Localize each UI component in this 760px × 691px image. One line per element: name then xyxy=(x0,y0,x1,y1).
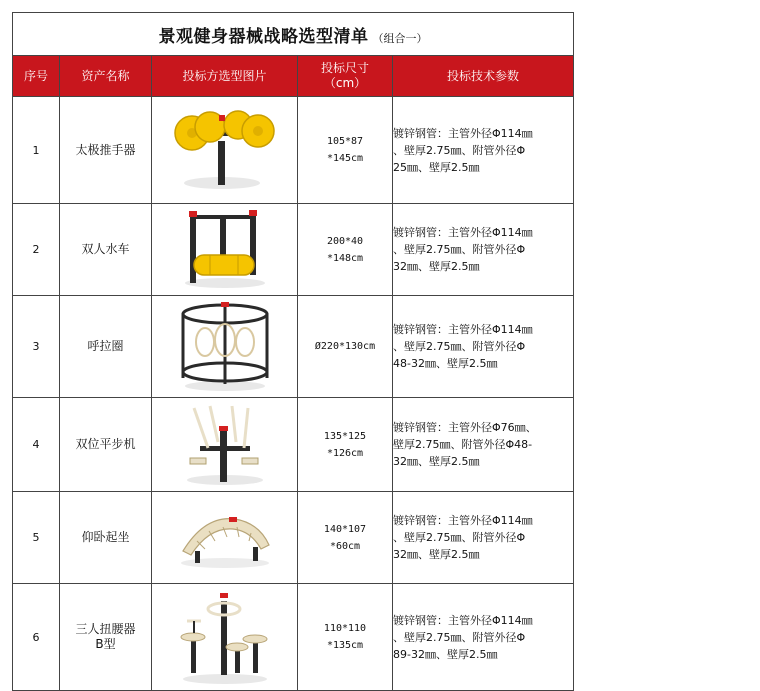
triple-waist-twister-image xyxy=(175,587,275,687)
row-spec-line1: 镀锌钢管：主管外径Φ114㎜ xyxy=(393,613,533,627)
row-no: 2 xyxy=(13,204,60,296)
header-no: 序号 xyxy=(13,56,60,97)
double-walker-image xyxy=(180,402,270,488)
row-spec-line2: 、壁厚2.75㎜、附管外径Φ xyxy=(393,531,526,544)
row-size-line1: 140*107 xyxy=(323,523,367,535)
row-name: 太极推手器 xyxy=(60,97,152,204)
row-spec-line3: 48-32㎜、壁厚2.5㎜ xyxy=(393,357,498,370)
header-image: 投标方选型图片 xyxy=(152,56,298,97)
table-row xyxy=(13,97,574,204)
row-spec-line3: 32㎜、壁厚2.5㎜ xyxy=(393,548,480,561)
row-spec-line1: 镀锌钢管：主管外径Φ76㎜、 xyxy=(393,421,537,434)
row-spec xyxy=(393,398,574,492)
header-size-line1: 投标尺寸 xyxy=(320,61,369,75)
row-spec-line2: 壁厚2.75㎜、附管外径Φ48- xyxy=(393,438,533,451)
table-title xyxy=(13,13,574,56)
row-image-cell xyxy=(152,97,298,204)
row-spec-line3: 32㎜、壁厚2.5㎜ xyxy=(393,260,480,273)
row-image-cell xyxy=(152,492,298,584)
row-size-line1: Ø220*130cm xyxy=(314,341,376,352)
row-size-line1: 105*87 xyxy=(326,136,364,147)
hula-hoop-image xyxy=(175,300,275,394)
row-spec-line2: 、壁厚2.75㎜、附管外径Φ xyxy=(393,143,526,157)
row-size-line1: 110*110 xyxy=(323,623,367,634)
row-image-cell xyxy=(152,398,298,492)
row-size xyxy=(298,398,393,492)
row-no: 5 xyxy=(13,492,60,584)
row-name xyxy=(60,584,152,691)
header-name: 资产名称 xyxy=(60,56,152,97)
row-image-cell xyxy=(152,584,298,691)
table-row xyxy=(13,584,574,691)
row-no: 1 xyxy=(13,97,60,204)
row-spec xyxy=(393,492,574,584)
row-spec xyxy=(393,97,574,204)
row-size xyxy=(298,97,393,204)
row-size xyxy=(298,584,393,691)
row-spec xyxy=(393,204,574,296)
row-size-line1: 135*125 xyxy=(323,430,367,442)
header-spec: 投标技术参数 xyxy=(393,56,574,97)
row-image-cell xyxy=(152,204,298,296)
row-name: 呼拉圈 xyxy=(60,296,152,398)
row-spec xyxy=(393,584,574,691)
row-size-line2: *60cm xyxy=(329,540,361,552)
row-spec-line1: 镀锌钢管：主管外径Φ114㎜ xyxy=(393,323,533,336)
row-size-line2: *145cm xyxy=(326,153,364,164)
row-spec-line2: 、壁厚2.75㎜、附管外径Φ xyxy=(393,630,526,644)
row-spec-line1: 镀锌钢管：主管外径Φ114㎜ xyxy=(393,126,533,140)
row-name-line2: B型 xyxy=(95,637,116,651)
row-size xyxy=(298,296,393,398)
row-spec-line3: 32㎜、壁厚2.5㎜ xyxy=(393,455,480,468)
table-row xyxy=(13,492,574,584)
row-name: 仰卧起坐 xyxy=(60,492,152,584)
row-size xyxy=(298,492,393,584)
row-name: 双位平步机 xyxy=(60,398,152,492)
double-water-wheel-image xyxy=(180,209,270,291)
row-no: 6 xyxy=(13,584,60,691)
table-row xyxy=(13,296,574,398)
row-name-line1: 三人扭腰器 xyxy=(75,622,136,636)
title-row xyxy=(13,13,574,56)
row-spec-line1: 镀锌钢管：主管外径Φ114㎜ xyxy=(393,226,533,239)
header-row xyxy=(13,56,574,97)
row-spec-line2: 、壁厚2.75㎜、附管外径Φ xyxy=(393,340,526,353)
header-size-line2: （cm） xyxy=(323,76,367,90)
row-spec-line1: 镀锌钢管：主管外径Φ114㎜ xyxy=(393,514,533,527)
row-no: 3 xyxy=(13,296,60,398)
row-spec-line3: 89-32㎜、壁厚2.5㎜ xyxy=(393,647,498,661)
row-size-line2: *126cm xyxy=(326,447,364,459)
table-row xyxy=(13,204,574,296)
row-name: 双人水车 xyxy=(60,204,152,296)
header-size xyxy=(298,56,393,97)
row-spec-line2: 、壁厚2.75㎜、附管外径Φ xyxy=(393,243,526,256)
row-size-line2: *135cm xyxy=(326,640,364,651)
sit-up-bench-image xyxy=(175,505,275,571)
tai-chi-pusher-image xyxy=(170,103,280,198)
title-sub: （组合一） xyxy=(372,31,428,45)
row-spec-line3: 25㎜、壁厚2.5㎜ xyxy=(393,160,480,174)
table-row xyxy=(13,398,574,492)
row-spec xyxy=(393,296,574,398)
row-size xyxy=(298,204,393,296)
title-main: 景观健身器械战略选型清单 xyxy=(158,26,369,47)
row-size-line1: 200*40 xyxy=(326,235,364,247)
equipment-table xyxy=(12,12,574,691)
row-size-line2: *148cm xyxy=(326,252,364,264)
row-no: 4 xyxy=(13,398,60,492)
row-image-cell xyxy=(152,296,298,398)
